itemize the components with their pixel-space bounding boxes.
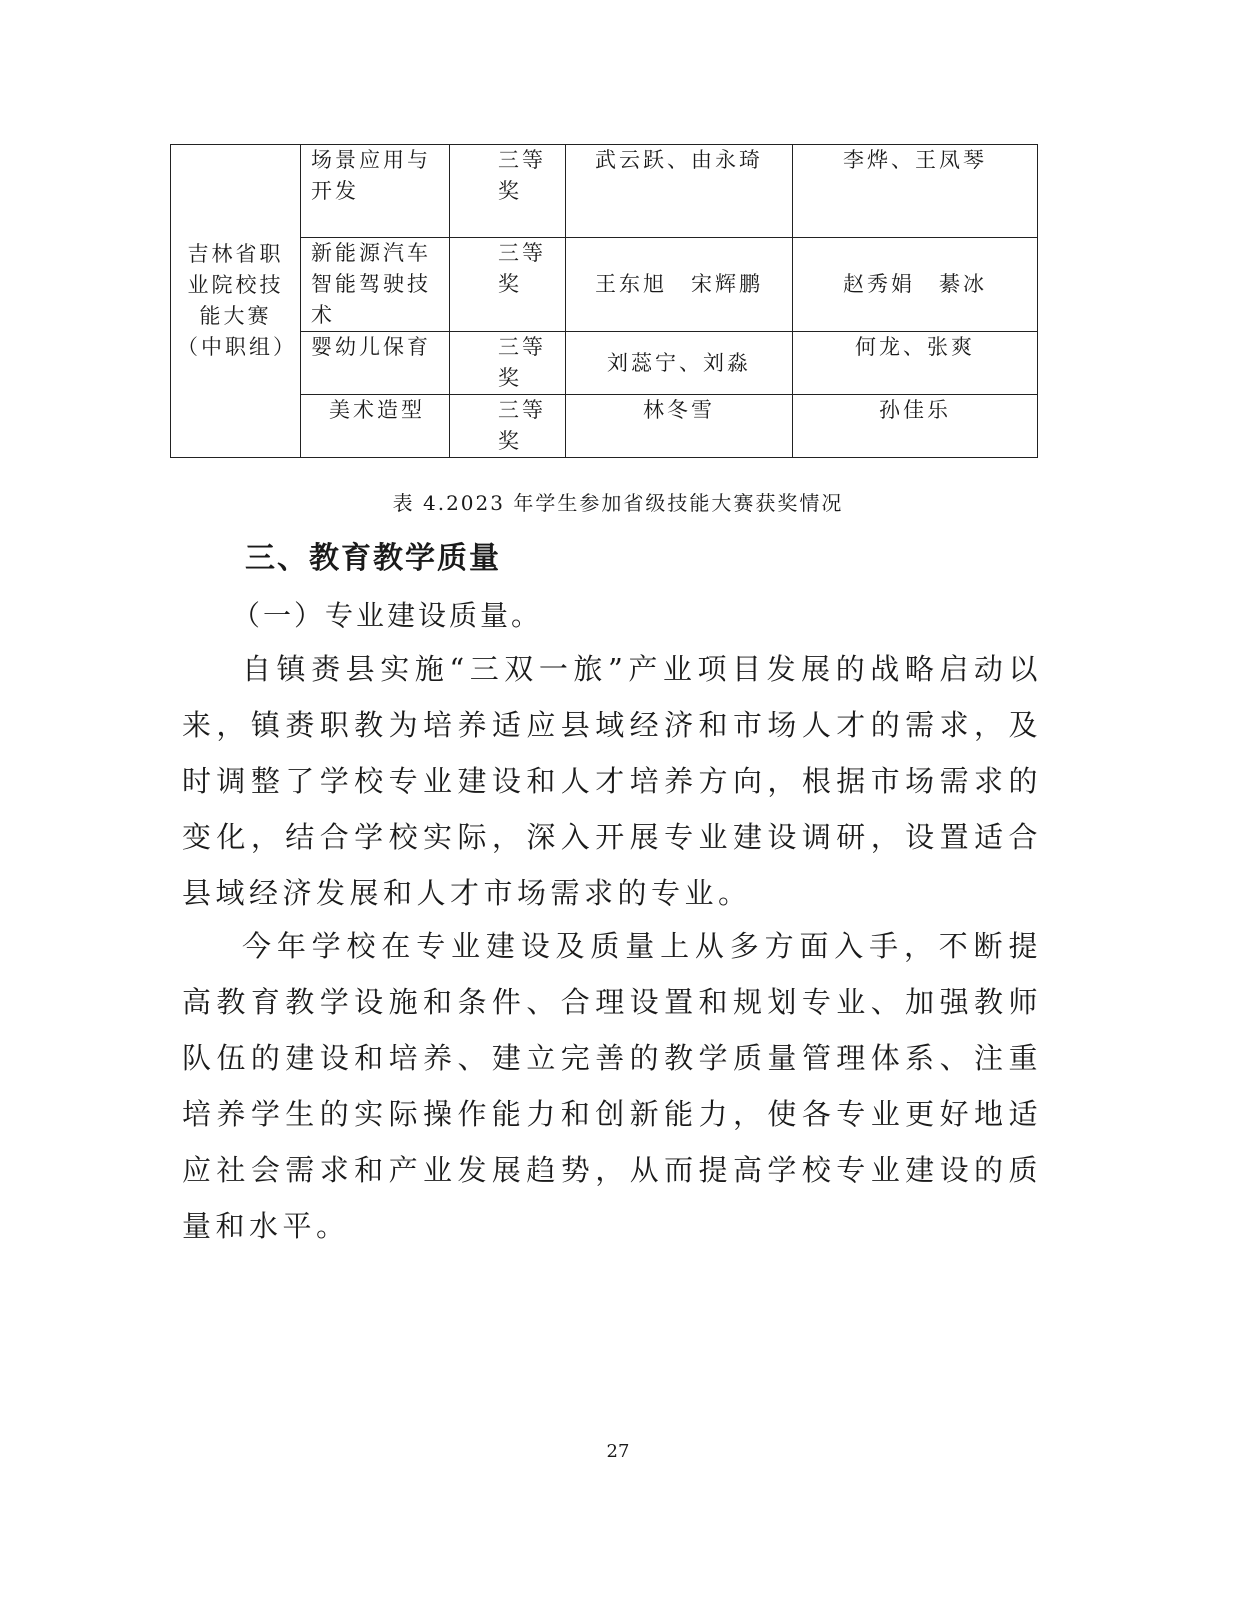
award-level-cell: 三等奖	[450, 395, 566, 458]
table-row	[171, 145, 1038, 238]
major-cell: 美术造型	[301, 395, 450, 458]
major-cell: 场景应用与开发	[301, 145, 450, 238]
paragraph: 自镇赉县实施“三双一旅”产业项目发展的战略启动以来，镇赉职教为培养适应县域经济和市场人才的需求，及时调整了学校专业建设和人才培养方向，根据市场需求的变化，结合学校实际，深入开展专业建设调研，设置适合县域经济发展和人才市场需求的专业。	[182, 652, 1042, 910]
students-cell: 林冬雪	[566, 395, 793, 458]
teachers-cell: 孙佳乐	[793, 395, 1038, 458]
major-cell: 新能源汽车智能驾驶技术	[301, 238, 450, 332]
award-level-cell: 三等奖	[450, 238, 566, 332]
students-cell: 王东旭 宋辉鹏	[566, 238, 793, 332]
table-row	[171, 395, 1038, 458]
teachers-cell: 赵秀娟 綦冰	[793, 238, 1038, 332]
sub-heading: （一）专业建设质量。	[232, 599, 543, 632]
paragraph: 今年学校在专业建设及质量上从多方面入手，不断提高教育教学设施和条件、合理设置和规划专业、加强教师队伍的建设和培养、建立完善的教学质量管理体系、注重培养学生的实际操作能力和创新能力，使各专业更好地适应社会需求和产业发展趋势，从而提高学校专业建设的质量和水平。	[182, 929, 1042, 1243]
section-heading: 三、教育教学质量	[245, 541, 501, 576]
competition-cell: 吉林省职业院校技能大赛（中职组）	[171, 145, 301, 458]
award-level-cell: 三等奖	[450, 145, 566, 238]
teachers-cell: 何龙、张爽	[793, 332, 1038, 395]
major-cell: 婴幼儿保育	[301, 332, 450, 395]
teachers-cell: 李烨、王凤琴	[793, 145, 1038, 238]
table-caption: 表 4.2023 年学生参加省级技能大赛获奖情况	[392, 491, 844, 515]
students-cell: 武云跃、由永琦	[566, 145, 793, 238]
award-table	[170, 144, 1038, 458]
students-cell: 刘蕊宁、刘淼	[566, 332, 793, 395]
award-level-cell: 三等奖	[450, 332, 566, 395]
page-number: 27	[606, 1441, 630, 1462]
table-row	[171, 332, 1038, 395]
table-row	[171, 238, 1038, 332]
